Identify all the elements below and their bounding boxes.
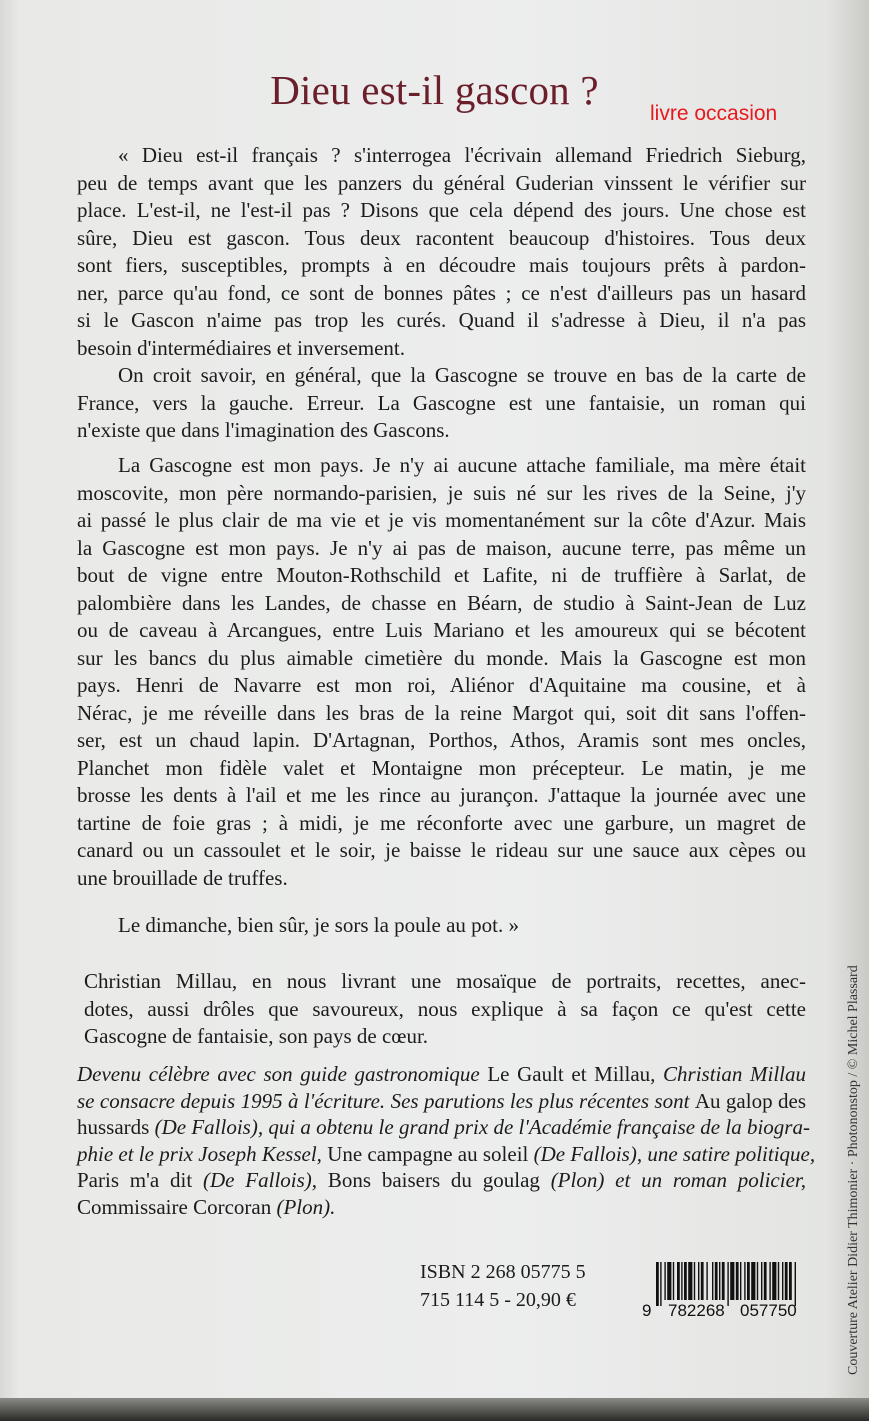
barcode: [612, 1262, 822, 1318]
paragraph: [77, 912, 806, 940]
barcode-bar: [715, 1262, 718, 1300]
text-line: La Gascogne est mon pays. Je n'y ai aucune attache familiale, ma mère était: [118, 453, 806, 477]
text-line: Gascogne de fantaisie, son pays de cœur.: [84, 1024, 429, 1048]
text-line: moscovite, mon père normando-parisien, je suis né sur les rives de la Seine, j'y: [77, 480, 806, 505]
bio-line: [77, 1114, 810, 1141]
barcode-bar: [751, 1262, 755, 1300]
barcode-bar: [740, 1262, 741, 1300]
barcode-bar: [789, 1262, 792, 1300]
bio-text: (De Fallois),: [192, 1168, 328, 1192]
book-title-ref: Le Gault et Millau: [487, 1062, 651, 1086]
bio-text: (Plon).: [271, 1194, 336, 1219]
bio-text: (De Fallois), qui a obtenu le grand prix de l'Académie française de la biogra-: [149, 1115, 810, 1139]
text-line: sûre, Dieu est gascon. Tous deux racontent beaucoup d'histoires. Tous deux: [77, 225, 806, 250]
bio-text: se consacre depuis 1995 à l'écriture. Ses parutions les plus récentes sont: [77, 1088, 695, 1113]
text-line: une brouillade de truffes.: [77, 865, 288, 890]
text-line: peu de temps avant que les panzers du général Guderian vinssent le vérifier sur: [77, 170, 806, 195]
text-line: canard ou un cassoulet et le soir, je baisse le rideau sur une sauce aux cèpes ou: [77, 838, 806, 862]
barcode-bar: [694, 1262, 695, 1300]
photo-bottom-edge: [0, 1398, 869, 1421]
barcode-bar: [730, 1262, 734, 1300]
barcode-bar: [681, 1262, 682, 1300]
text-line: dotes, aussi drôles que savoureux, nous explique à sa façon ce qu'est cette: [84, 996, 806, 1021]
text-line: On croit savoir, en général, que la Gascogne se trouve en bas de la carte de: [118, 363, 806, 387]
text-line: France, vers la gauche. Erreur. La Gascogne est une fantaisie, un roman qui: [77, 390, 806, 415]
barcode-bar: [656, 1262, 659, 1306]
paragraph: [77, 452, 806, 892]
bio-text: Devenu célèbre avec son guide gastronomique: [77, 1062, 488, 1086]
book-title-ref: Paris m'a dit: [77, 1168, 193, 1192]
barcode-bar: [747, 1262, 750, 1300]
text-line: n'existe que dans l'imagination des Gascons.: [77, 418, 450, 442]
barcode-bar: [795, 1262, 796, 1306]
text-line: tartine de foie gras ; à midi, je me réconforte avec une garbure, un magret de: [77, 810, 806, 835]
paragraph: [84, 968, 806, 1051]
bio-text: (Plon) et un roman policier,: [539, 1168, 806, 1192]
text-line: palombière dans les Landes, de chasse en Béarn, de studio à Saint-Jean de Luz: [77, 590, 806, 615]
text-line: sont fiers, susceptibles, prompts à en découdre mais toujours prêts à pardon-: [77, 253, 806, 277]
text-line: Planchet mon fidèle valet et Montaigne mon précepteur. Le matin, je me: [77, 755, 806, 780]
book-title-ref: Commissaire Corcoran: [77, 1194, 272, 1219]
text-line: ner, parce qu'au fond, ce sont de bonnes pâtes ; ce n'est d'ailleurs pas un hasard: [77, 280, 806, 305]
bio-text: phie et le prix Joseph Kessel,: [77, 1141, 328, 1166]
barcode-bar: [706, 1262, 707, 1300]
text-line: ou de caveau à Arcangues, entre Luis Mariano et les amoureux qui se bécotent: [77, 618, 806, 642]
barcode-bar: [719, 1262, 720, 1300]
isbn-number: ISBN 2 268 05775 5: [420, 1261, 586, 1283]
bio-line: [77, 1061, 806, 1088]
barcode-bar: [744, 1262, 745, 1300]
barcode-bar: [660, 1262, 661, 1306]
bio-line: [77, 1088, 806, 1115]
bio-line: [77, 1194, 806, 1221]
barcode-bar: [684, 1262, 687, 1300]
barcode-bar: [664, 1262, 665, 1300]
barcode-bar: [677, 1262, 680, 1300]
bio-text: (De Fallois), une satire politique,: [528, 1141, 816, 1166]
book-title-ref: hussards: [77, 1115, 150, 1139]
barcode-bar: [736, 1262, 739, 1300]
text-line: Christian Millau, en nous livrant une mosaïque de portraits, recettes, anec-: [84, 969, 806, 993]
bio-text: , Christian Millau: [650, 1062, 806, 1086]
barcode-bar: [772, 1262, 776, 1300]
barcode-bar: [698, 1262, 699, 1300]
text-line: bout de vigne entre Mouton-Rothschild et Lafite, ni de truffière à Sarlat, de: [77, 563, 806, 587]
barcode-bar: [688, 1262, 692, 1300]
barcode-bar: [785, 1262, 788, 1300]
barcode-digits: 9: [642, 1301, 652, 1318]
text-line: « Dieu est-il français ? s'interrogea l'écrivain allemand Friedrich Sieburg,: [118, 143, 806, 167]
barcode-bar: [712, 1262, 713, 1300]
barcode-bar: [778, 1262, 779, 1300]
barcode-bar: [727, 1262, 728, 1306]
barcode-bar: [667, 1262, 671, 1300]
barcode-bar: [757, 1262, 758, 1300]
text-line: si le Gascon n'aime pas trop les curés. Quand il s'adresse à Dieu, il n'a pas: [77, 308, 806, 332]
text-line: Le dimanche, bien sûr, je sors la poule au pot. »: [118, 913, 519, 937]
text-line: ser, est un chaud lapin. D'Artagnan, Porthos, Athos, Aramis sont mes oncles,: [77, 728, 806, 752]
author-bio: [77, 1061, 816, 1220]
paragraph: [77, 142, 806, 362]
isbn-block: [420, 1258, 586, 1314]
text-line: place. L'est-il, ne l'est-il pas ? Disons que cela dépend des jours. Une chose est: [77, 198, 806, 222]
text-line: Nérac, je me réveille dans les bras de la reine Margot qui, soit dit sans l'offen-: [77, 700, 806, 725]
book-title: Dieu est-il gascon ?: [270, 67, 599, 113]
barcode-bar: [764, 1262, 767, 1300]
bio-line: [77, 1167, 806, 1194]
price-line: 715 114 5 - 20,90 €: [420, 1289, 576, 1311]
text-line: sur les bancs du plus aimable cimetière du monde. Mais la Gascogne est mon: [77, 645, 806, 670]
text-line: besoin d'intermédiaires et inversement.: [77, 335, 406, 360]
book-title-ref: Bons baisers du goulag: [327, 1168, 540, 1192]
barcode-bar: [769, 1262, 770, 1300]
barcode-bar: [761, 1262, 762, 1300]
barcode-bar: [701, 1262, 704, 1300]
bio-line: [77, 1141, 816, 1168]
barcode-digits: 782268: [668, 1301, 725, 1318]
barcode-bar: [782, 1262, 783, 1300]
book-title-ref: Au galop des: [694, 1088, 806, 1113]
text-line: ai passé le plus clair de ma vie et je vis momentanément sur la côte d'Azur. Mais: [77, 508, 806, 532]
barcode-bar: [673, 1262, 674, 1300]
text-line: brosse les dents à l'ail et me les rince au jurançon. J'attaque la journée avec une: [77, 783, 806, 807]
book-title-ref: Une campagne au soleil: [327, 1141, 529, 1166]
barcode-bar: [722, 1262, 725, 1300]
sale-label: livre occasion: [650, 102, 778, 125]
text-line: la Gascogne est mon pays. Je n'y ai pas de maison, aucune terre, pas même un: [77, 535, 806, 560]
barcode-digits: 057750: [740, 1301, 797, 1318]
cover-credit: Couverture Atelier Didier Thimonier · Photononstop / © Michel Plassard: [846, 965, 861, 1375]
text-line: pays. Henri de Navarre est mon roi, Aliénor d'Aquitaine ma cousine, et à: [77, 673, 806, 697]
paragraph: [77, 362, 806, 445]
